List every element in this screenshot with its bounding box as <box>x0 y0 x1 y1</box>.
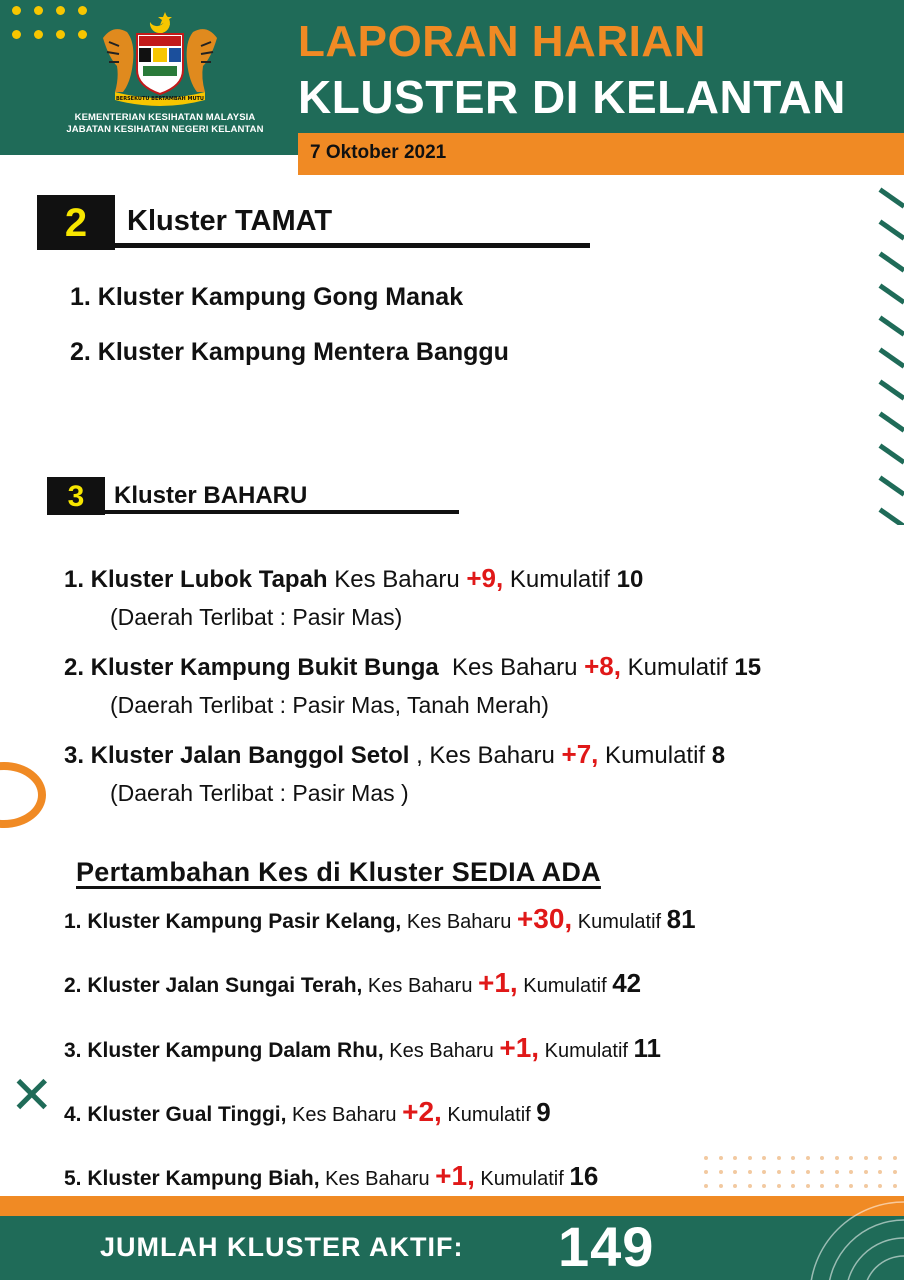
decorative-arcs <box>770 1196 904 1280</box>
decorative-dot <box>791 1184 795 1188</box>
decorative-dot <box>820 1184 824 1188</box>
decorative-dots <box>10 6 100 46</box>
sedia-ada-item-5 <box>64 1160 598 1192</box>
cumulative-label: Kumulatif <box>572 911 667 933</box>
cumulative-label: Kumulatif <box>621 654 735 681</box>
decorative-dot <box>893 1184 897 1188</box>
active-clusters-total: 149 <box>558 1215 655 1278</box>
cumulative-label: Kumulatif <box>517 975 613 997</box>
sedia-ada-item-2 <box>64 967 641 999</box>
decorative-dot <box>733 1184 737 1188</box>
new-cases-label: Kes Baharu <box>362 975 478 997</box>
cluster-name: 2. Kluster Jalan Sungai Terah, <box>64 974 363 997</box>
decorative-dot <box>719 1156 723 1160</box>
decorative-dot <box>820 1156 824 1160</box>
decorative-dot <box>893 1170 897 1174</box>
malaysia-coat-of-arms-icon <box>95 8 225 108</box>
decorative-dot <box>835 1170 839 1174</box>
new-cases-value: +1, <box>499 1032 540 1063</box>
decorative-dot <box>864 1184 868 1188</box>
report-title-line-1: LAPORAN HARIAN <box>298 17 706 66</box>
decorative-dot <box>806 1170 810 1174</box>
active-clusters-label: JUMLAH KLUSTER AKTIF: <box>100 1232 464 1262</box>
cumulative-value: 9 <box>536 1097 551 1127</box>
crest-motto: BERSEKUTU BERTAMBAH MUTU <box>116 96 204 102</box>
cumulative-label: Kumulatif <box>539 1040 634 1062</box>
new-cases-value: +1, <box>478 967 518 998</box>
decorative-ring <box>0 762 46 828</box>
decorative-dot <box>748 1184 752 1188</box>
decorative-dot <box>878 1184 882 1188</box>
tamat-underline <box>115 243 590 248</box>
decorative-dot <box>820 1170 824 1174</box>
new-cases-label: Kes Baharu <box>327 566 467 593</box>
baharu-section-title: Kluster BAHARU <box>114 482 308 509</box>
footer-accent-bar <box>0 1196 904 1216</box>
cumulative-value: 10 <box>616 566 644 593</box>
decorative-dot <box>762 1184 766 1188</box>
tamat-section-title: Kluster TAMAT <box>127 205 333 237</box>
new-cases-value: +30, <box>516 903 573 934</box>
report-date: 7 Oktober 2021 <box>310 142 447 163</box>
decorative-dot <box>849 1184 853 1188</box>
cumulative-value: 42 <box>612 968 642 998</box>
new-cases-label: Kes Baharu <box>401 911 517 933</box>
decorative-stripes <box>878 185 904 525</box>
decorative-dot <box>806 1184 810 1188</box>
sedia-ada-section-title: Pertambahan Kes di Kluster SEDIA ADA <box>76 857 601 887</box>
decorative-dot <box>719 1170 723 1174</box>
decorative-dot <box>777 1156 781 1160</box>
cumulative-value: 15 <box>734 654 762 681</box>
decorative-dot <box>704 1156 708 1160</box>
decorative-dot-grid <box>700 1152 904 1192</box>
decorative-dot <box>835 1184 839 1188</box>
decorative-dot <box>864 1170 868 1174</box>
decorative-dot <box>806 1156 810 1160</box>
decorative-dot <box>762 1156 766 1160</box>
new-cases-label: Kes Baharu <box>286 1104 403 1126</box>
report-title-line-2: KLUSTER DI KELANTAN <box>298 71 846 123</box>
baharu-item-1 <box>64 563 643 594</box>
new-cases-label: , Kes Baharu <box>409 742 562 769</box>
decorative-dot <box>762 1170 766 1174</box>
cumulative-label: Kumulatif <box>598 742 712 769</box>
baharu-item-2 <box>64 651 761 682</box>
decorative-dot <box>849 1156 853 1160</box>
tamat-item-1: 1. Kluster Kampung Gong Manak <box>70 283 464 311</box>
decorative-dot <box>748 1170 752 1174</box>
decorative-dot <box>733 1156 737 1160</box>
decorative-dot <box>864 1156 868 1160</box>
cluster-name: 3. Kluster Kampung Dalam Rhu, <box>64 1039 384 1062</box>
decorative-dot <box>878 1156 882 1160</box>
decorative-dot <box>719 1184 723 1188</box>
sedia-ada-item-1 <box>64 903 696 935</box>
new-cases-label: Kes Baharu <box>438 654 585 681</box>
ministry-name <box>55 112 275 136</box>
cumulative-value: 16 <box>569 1161 599 1191</box>
decorative-dot <box>704 1170 708 1174</box>
new-cases-label: Kes Baharu <box>383 1040 500 1062</box>
decorative-dot <box>849 1170 853 1174</box>
sedia-ada-item-4 <box>64 1096 551 1128</box>
new-cases-value: +1, <box>435 1160 475 1191</box>
cumulative-label: Kumulatif <box>441 1104 537 1126</box>
decorative-dot <box>878 1170 882 1174</box>
tamat-count-badge: 2 <box>37 195 115 250</box>
decorative-dot <box>893 1156 897 1160</box>
tamat-item-2: 2. Kluster Kampung Mentera Banggu <box>70 338 509 366</box>
decorative-dot <box>733 1170 737 1174</box>
cluster-name: 4. Kluster Gual Tinggi, <box>64 1103 287 1126</box>
decorative-dot <box>748 1156 752 1160</box>
decorative-dot <box>791 1170 795 1174</box>
new-cases-value: +7, <box>561 739 599 769</box>
decorative-dot <box>777 1170 781 1174</box>
cumulative-value: 8 <box>711 742 726 769</box>
cluster-name: 1. Kluster Lubok Tapah <box>64 566 328 593</box>
new-cases-value: +8, <box>584 651 621 681</box>
baharu-item-3-district: (Daerah Terlibat : Pasir Mas ) <box>110 780 409 806</box>
baharu-underline <box>104 510 459 514</box>
cluster-name: 2. Kluster Kampung Bukit Bunga <box>64 654 439 681</box>
cluster-name: 1. Kluster Kampung Pasir Kelang, <box>64 910 402 933</box>
baharu-item-3 <box>64 739 725 770</box>
decorative-x-icon: ✕ <box>10 1067 54 1125</box>
ministry-line-2: JABATAN KESIHATAN NEGERI KELANTAN <box>66 124 264 135</box>
cluster-name: 3. Kluster Jalan Banggol Setol <box>64 742 410 769</box>
cumulative-value: 81 <box>666 904 696 934</box>
baharu-count-badge: 3 <box>47 477 105 515</box>
new-cases-value: +9, <box>466 563 504 593</box>
cluster-name: 5. Kluster Kampung Biah, <box>64 1167 320 1190</box>
cumulative-label: Kumulatif <box>503 566 617 593</box>
sedia-ada-item-3 <box>64 1032 661 1064</box>
new-cases-value: +2, <box>402 1096 442 1127</box>
decorative-dot <box>704 1184 708 1188</box>
decorative-dot <box>777 1184 781 1188</box>
cumulative-value: 11 <box>633 1033 662 1063</box>
cumulative-label: Kumulatif <box>474 1168 570 1190</box>
baharu-item-1-district: (Daerah Terlibat : Pasir Mas) <box>110 604 403 630</box>
ministry-line-1: KEMENTERIAN KESIHATAN MALAYSIA <box>74 112 256 123</box>
baharu-item-2-district: (Daerah Terlibat : Pasir Mas, Tanah Merah) <box>110 692 549 718</box>
new-cases-label: Kes Baharu <box>319 1168 436 1190</box>
decorative-dot <box>835 1156 839 1160</box>
decorative-dot <box>791 1156 795 1160</box>
